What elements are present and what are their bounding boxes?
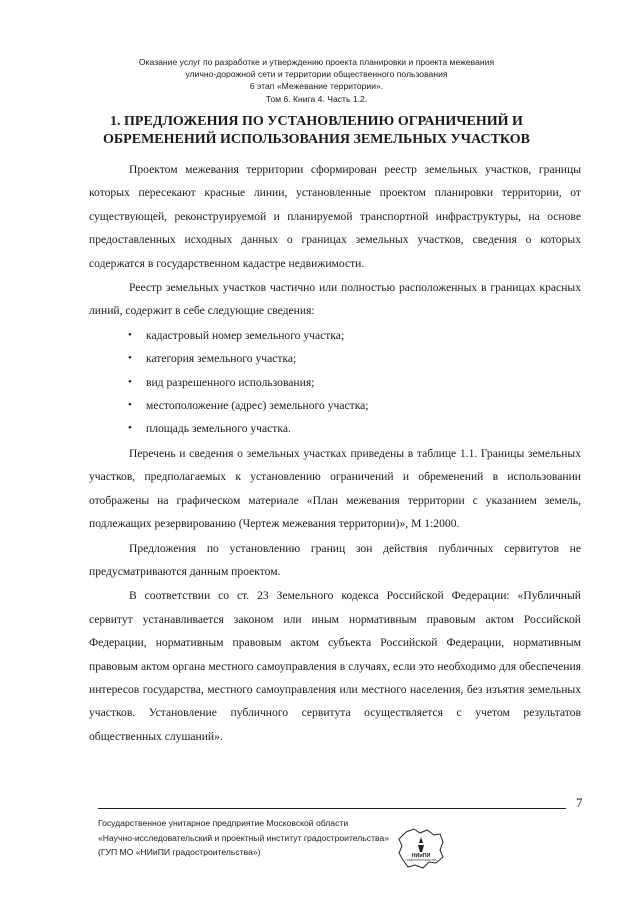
- list-item: [128, 371, 581, 394]
- paragraph-4: Предложения по установлению границ зон действия публичных сервитутов не предусматриваются данным проектом.: [89, 541, 581, 578]
- list-item-text: площадь земельного участка.: [146, 422, 291, 436]
- list-item: [128, 347, 581, 370]
- list-item: [128, 417, 581, 440]
- footer-line-2: «Научно-исследовательский и проектный институт градостроительства»: [98, 832, 390, 843]
- list-item-text: кадастровый номер земельного участка;: [146, 328, 345, 342]
- header-line-4: Том 6. Книга 4. Часть 1.2.: [265, 93, 368, 104]
- logo-subtext: ГРАДОСТРОИТЕЛЬСТВА: [405, 859, 437, 862]
- bullet-icon: •: [128, 352, 132, 365]
- header-line-1: Оказание услуг по разработке и утверждению проекта планировки и проекта межевания: [138, 57, 495, 67]
- header-line-3: 6 этап «Межевание территории».: [249, 81, 384, 92]
- list-item-text: категория земельного участка;: [146, 352, 297, 366]
- section-title: [0, 113, 633, 149]
- organization-logo-icon: [396, 826, 446, 872]
- document-body: [89, 158, 581, 749]
- list-item-text: местоположение (адрес) земельного участка;: [146, 399, 369, 413]
- footer-line-3: (ГУП МО «НИиПИ градостроительства»): [98, 847, 261, 858]
- paragraph-5: В соответствии со ст. 23 Земельного кодекса Российской Федерации: «Публичный сервитут устанавливается законом или иным нормативным правовым актом Российской Федерации, нормативным правовым актом субъекта Российской Федерации, нормативным правовым актом органа местного самоуправления в случаях, если это необходимо для обеспечения интересов государства, местного самоуправления или местного населения, без изъятия земельных участков. Установление публичного сервитута осуществляется с учетом результатов общественных слушаний».: [89, 589, 581, 743]
- bullet-icon: •: [128, 328, 132, 341]
- section-title-line-2: ОБРЕМЕНЕНИЙ ИСПОЛЬЗОВАНИЯ ЗЕМЕЛЬНЫХ УЧАСТКОВ: [103, 132, 530, 147]
- bullet-icon: •: [128, 399, 132, 412]
- footer-line-1: Государственное унитарное предприятие Московской области: [98, 818, 349, 828]
- paragraph-1: Проектом межевания территории сформирован реестр земельных участков, границы которых пересекают красные линии, установленные проектом планировки территории, от существующей, реконструируемой и планируемой транспортной инфраструктуры, на основе предоставленных исходных данных о границах земельных участков, сведения о которых содержатся в государственном кадастре недвижимости.: [89, 163, 581, 270]
- paragraph-3: Перечень и сведения о земельных участках приведены в таблице 1.1. Границы земельных участков, предполагаемых к установлению ограничений и обременений в использовании отображены на графическом материале «План межевания территории с указанием земель, подлежащих резервированию (Чертеж межевания территории)», М 1:2000.: [89, 446, 581, 531]
- logo-text: НИиПИ: [411, 853, 431, 859]
- document-footer: [98, 816, 418, 860]
- bullet-icon: •: [128, 375, 132, 388]
- document-header: [0, 56, 633, 105]
- paragraph-2: Реестр земельных участков частично или полностью расположенных в границах красных линий, содержит в себе следующие сведения:: [89, 281, 581, 318]
- list-item-text: вид разрешенного использования;: [146, 375, 315, 389]
- bullet-icon: •: [128, 422, 132, 435]
- region-map-logo-icon: [396, 826, 446, 872]
- page-number: 7: [576, 795, 583, 810]
- info-list: [89, 324, 581, 441]
- list-item: [128, 394, 581, 417]
- header-line-2: улично-дорожной сети и территории общественного пользования: [185, 69, 448, 80]
- section-title-line-1: 1. ПРЕДЛОЖЕНИЯ ПО УСТАНОВЛЕНИЮ ОГРАНИЧЕНИЙ И: [110, 114, 523, 129]
- footer-divider: [98, 808, 566, 809]
- list-item: [128, 324, 581, 347]
